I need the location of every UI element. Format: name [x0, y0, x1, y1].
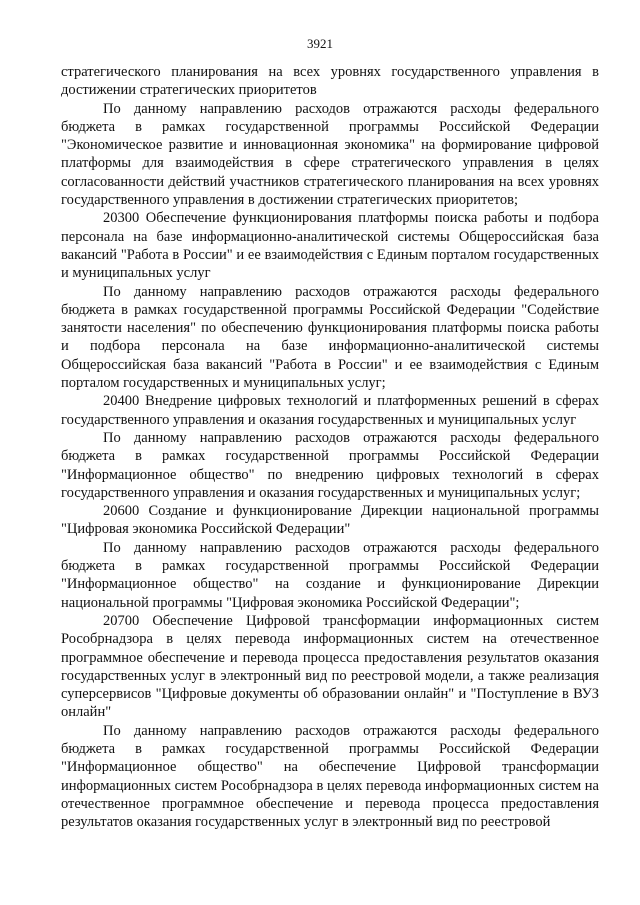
paragraph-expense-description: По данному направлению расходов отражаются расходы федерального бюджета в рамках государственной программы Российской Федерации "Информационное общество" по внедрению цифровых технологий в сферах государственного управления и оказания государственных и муниципальных услуг; — [61, 429, 599, 501]
paragraph-code-20600: 20600 Создание и функционирование Дирекции национальной программы "Цифровая экономика Российской Федерации" — [61, 503, 599, 538]
paragraph-expense-description: По данному направлению расходов отражаются расходы федерального бюджета в рамках государственной программы Российской Федерации "Экономическое развитие и инновационная экономика" на формирование цифровой платформы для взаимодействия в сфере стратегического управления в целях согласованности действий участников стратегического планирования на всех уровнях государственного управления в достижении стратегических приоритетов; — [61, 100, 599, 209]
paragraph-expense-description: По данному направлению расходов отражаются расходы федерального бюджета в рамках государственной программы Российской Федерации "Информационное общество" на обеспечение Цифровой трансформации информационных систем Рособрнадзора в целях перевода информационных систем на отечественное программное обеспечение и перевода процесса предоставления результатов оказания государственных услуг в электронный вид по реестровой — [61, 722, 599, 831]
page-number: 3921 — [307, 36, 333, 51]
paragraph-expense-description: По данному направлению расходов отражаются расходы федерального бюджета в рамках государственной программы Российской Федерации "Информационное общество" на создание и функционирование Дирекции национальной программы "Цифровая экономика Российской Федерации"; — [61, 539, 599, 611]
paragraph-continuation: стратегического планирования на всех уровнях государственного управления в достижении стратегических приоритетов — [61, 64, 599, 99]
paragraph-code-20400: 20400 Внедрение цифровых технологий и платформенных решений в сферах государственного управления и оказания государственных и муниципальных услуг — [61, 393, 599, 428]
paragraph-expense-description: По данному направлению расходов отражаются расходы федерального бюджета в рамках государственной программы Российской Федерации "Содействие занятости населения" по обеспечению функционирования платформы поиска работы и подбора персонала на базе информационно-аналитической системы Общероссийская база вакансий "Работа в России" и ее взаимодействия с Единым порталом государственных и муниципальных услуг; — [61, 283, 599, 392]
paragraph-code-20300: 20300 Обеспечение функционирования платформы поиска работы и подбора персонала на базе информационно-аналитической системы Общероссийская база вакансий "Работа в России" и ее взаимодействия с Единым порталом государственных и муниципальных услуг — [61, 210, 599, 282]
paragraph-code-20700: 20700 Обеспечение Цифровой трансформации информационных систем Рособрнадзора в целях перевода информационных систем на отечественное программное обеспечение и перевода процесса предоставления результатов оказания государственных услуг в электронный вид по реестровой модели, а также реализация суперсервисов "Цифровые документы об образовании онлайн" и "Поступление в ВУЗ онлайн" — [61, 612, 599, 721]
document-body — [61, 63, 599, 831]
